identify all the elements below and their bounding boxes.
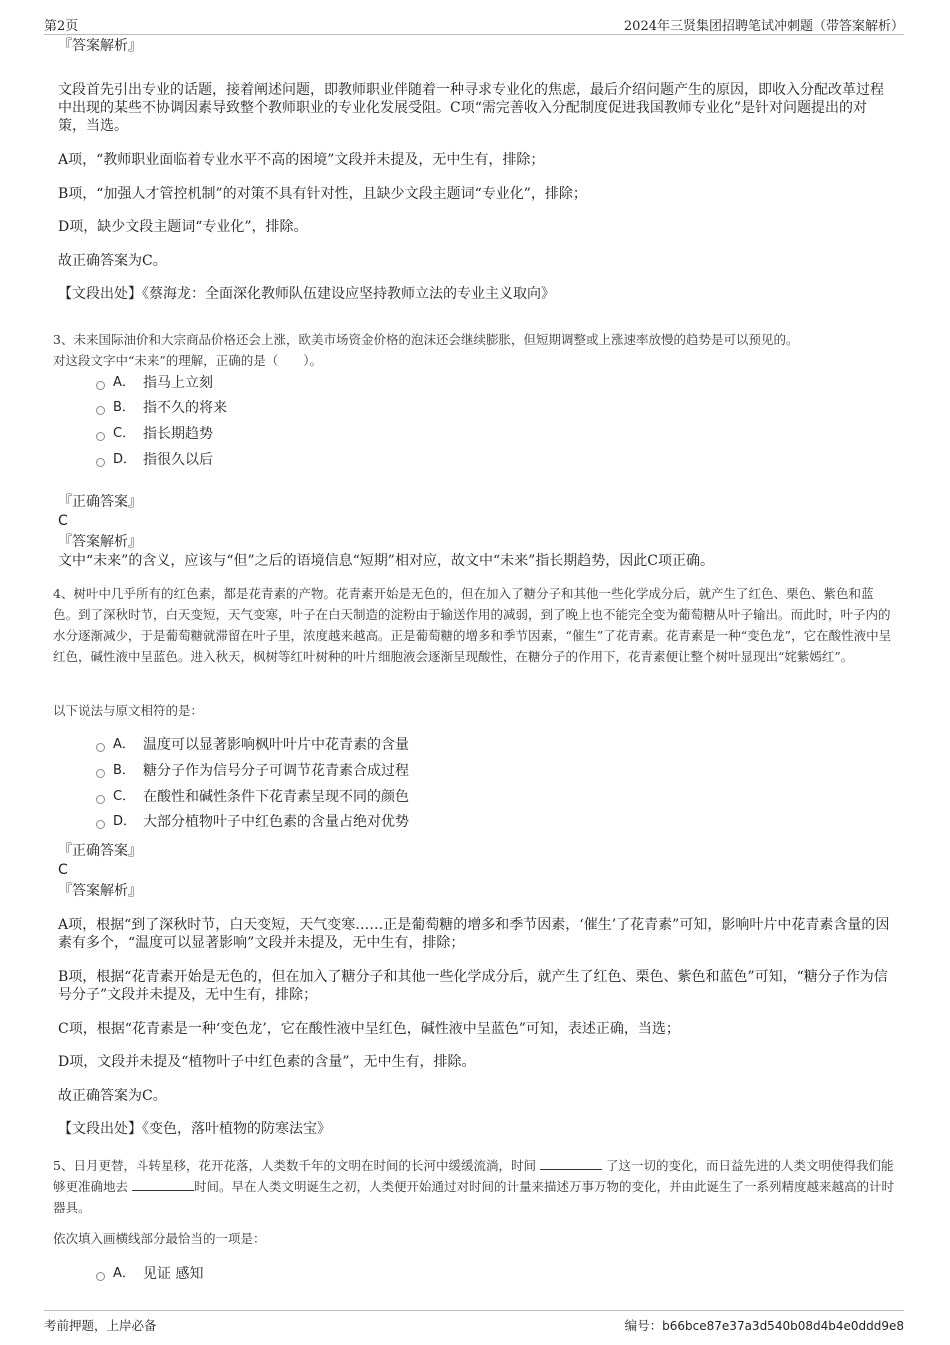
radio-button[interactable] — [96, 406, 105, 415]
option-text: 糖分子作为信号分子可调节花青素合成过程 — [143, 763, 409, 779]
question-stem: 3、未来国际油价和大宗商品价格还会上涨，欧美市场资金价格的泡沫还会继续膨胀，但短期调整或上涨速率放慢的趋势是可以预见的。 — [53, 332, 799, 347]
option-b[interactable] — [96, 399, 227, 417]
correct-answer-label: 『正确答案』 — [58, 843, 142, 859]
radio-button[interactable] — [96, 432, 105, 441]
option-letter: C． — [113, 789, 136, 804]
radio-button[interactable] — [96, 820, 105, 829]
option-c[interactable] — [96, 425, 213, 443]
correct-answer: C — [58, 862, 68, 878]
question-prompt: 以下说法与原文相符的是： — [53, 703, 204, 718]
option-letter: A． — [113, 1266, 135, 1281]
question-prompt: 依次填入画横线部分最恰当的一项是： — [53, 1231, 266, 1246]
option-text: 在酸性和碱性条件下花青素呈现不同的颜色 — [143, 789, 409, 805]
source-citation: 【文段出处】《蔡海龙：全面深化教师队伍建设应坚持教师立法的专业主义取向》 — [58, 286, 555, 302]
radio-button[interactable] — [96, 795, 105, 804]
analysis-paragraph: A项，“教师职业面临着专业水平不高的困境”文段并未提及，无中生有，排除； — [58, 152, 545, 168]
option-a[interactable] — [96, 736, 409, 754]
analysis-paragraph: A项，根据“到了深秋时节，白天变短，天气变寒……正是葡萄糖的增多和季节因素，‘催生’了花青素”可知，影响叶片中花青素含量的因素有多个，“温度可以显著影响”文段并未提及，无中生有，排除； — [58, 917, 890, 951]
option-letter: B． — [113, 400, 135, 415]
page-footer — [44, 1310, 904, 1334]
analysis-paragraph: C项，根据“花青素是一种‘变色龙’，它在酸性液中呈红色，碱性液中呈蓝色”可知，表述正确，当选； — [58, 1021, 680, 1037]
analysis-paragraph: 文中“未来”的含义，应该与“但”之后的语境信息“短期”相对应，故文中“未来”指长期趋势，因此C项正确。 — [58, 553, 714, 569]
analysis-paragraph: D项，缺少文段主题词“专业化”，排除。 — [58, 219, 308, 235]
option-d[interactable] — [96, 451, 213, 469]
option-text: 指很久以后 — [143, 452, 213, 468]
option-text: 指长期趋势 — [143, 426, 213, 442]
option-text: 温度可以显著影响枫叶叶片中花青素的含量 — [143, 737, 409, 753]
radio-button[interactable] — [96, 769, 105, 778]
page-header — [44, 14, 904, 35]
analysis-label: 『答案解析』 — [58, 38, 142, 54]
analysis-paragraph: 故正确答案为C。 — [58, 253, 167, 269]
option-letter: C． — [113, 426, 136, 441]
source-citation: 【文段出处】《变色，落叶植物的防寒法宝》 — [58, 1121, 331, 1137]
question-stem: 4、树叶中几乎所有的红色素，都是花青素的产物。花青素开始是无色的，但在加入了糖分子和其他一些化学成分后，就产生了红色、栗色、紫色和蓝色。到了深秋时节，白天变短，天气变寒，叶子在白天制造的淀粉由于输送作用的减弱，到了晚上也不能完全变为葡萄糖从叶子输出。而此时，叶子内的水分逐渐减少，于是葡萄糖就滞留在叶子里，浓度越来越高。正是葡萄糖的增多和季节因素，“催生”了花青素。花青素是一种“变色龙”，它在酸性液中呈红色，碱性液中呈蓝色。进入秋天，枫树等红叶树种的叶片细胞液会逐渐呈现酸性，在糖分子的作用下，花青素便让整个树叶显现出“姹紫嫣红”。 — [53, 586, 892, 664]
footer-slogan: 考前押题，上岸必备 — [44, 1318, 157, 1333]
analysis-paragraph: 文段首先引出专业的话题，接着阐述问题，即教师职业伴随着一种寻求专业化的焦虑，最后介绍问题产生的原因，即收入分配改革过程中出现的某些不协调因素导致整个教师职业的专业化发展受阻。C项“需完善收入分配制度促进我国教师专业化”是针对问题提出的对策，当选。 — [58, 82, 884, 134]
option-text: 指不久的将来 — [143, 400, 227, 416]
analysis-label: 『答案解析』 — [58, 534, 142, 550]
analysis-paragraph: B项，根据“花青素开始是无色的，但在加入了糖分子和其他一些化学成分后，就产生了红色、栗色、紫色和蓝色”可知，“糖分子作为信号分子”文段并未提及，无中生有，排除； — [58, 969, 888, 1003]
option-b[interactable] — [96, 762, 409, 780]
blank-line[interactable] — [540, 1157, 602, 1170]
question-prompt: 对这段文字中“未来”的理解，正确的是（ ）。 — [53, 353, 323, 368]
option-letter: A． — [113, 737, 135, 752]
document-title: 2024年三贤集团招聘笔试冲刺题（带答案解析） — [623, 18, 904, 34]
correct-answer-label: 『正确答案』 — [58, 494, 142, 510]
analysis-paragraph: 故正确答案为C。 — [58, 1088, 167, 1104]
radio-button[interactable] — [96, 743, 105, 752]
question-stem: 5、日月更替，斗转星移，花开花落，人类数千年的文明在时间的长河中缓缓流淌，时间 了这一切的变化，而日益先进的人类文明使得我们能够更准确地去 时间。早在人类文明诞生之初，人类便开始通过对时间的计量来描述万事万物的变化，并由此诞生了一系列精度越来越高的计时器具。 — [53, 1158, 895, 1215]
option-text: 见证 感知 — [143, 1266, 204, 1282]
option-text: 大部分植物叶子中红色素的含量占绝对优势 — [143, 814, 409, 830]
option-d[interactable] — [96, 813, 409, 831]
option-letter: B． — [113, 763, 135, 778]
option-c[interactable] — [96, 788, 409, 806]
document-code: 编号：b66bce87e37a3d540b08d4b4e0ddd9e8 — [624, 1318, 904, 1333]
analysis-paragraph: B项，“加强人才管控机制”的对策不具有针对性，且缺少文段主题词“专业化”，排除； — [58, 186, 587, 202]
page-number: 第2页 — [44, 18, 79, 34]
option-a[interactable] — [96, 374, 213, 392]
radio-button[interactable] — [96, 458, 105, 467]
radio-button[interactable] — [96, 1272, 105, 1281]
blank-line[interactable] — [132, 1178, 194, 1191]
option-letter: D． — [113, 814, 137, 829]
option-letter: A． — [113, 375, 135, 390]
option-letter: D． — [113, 452, 137, 467]
option-a[interactable] — [96, 1265, 203, 1283]
analysis-label: 『答案解析』 — [58, 883, 142, 899]
radio-button[interactable] — [96, 381, 105, 390]
correct-answer: C — [58, 513, 68, 529]
option-text: 指马上立刻 — [143, 375, 213, 391]
analysis-paragraph: D项，文段并未提及“植物叶子中红色素的含量”，无中生有，排除。 — [58, 1054, 476, 1070]
